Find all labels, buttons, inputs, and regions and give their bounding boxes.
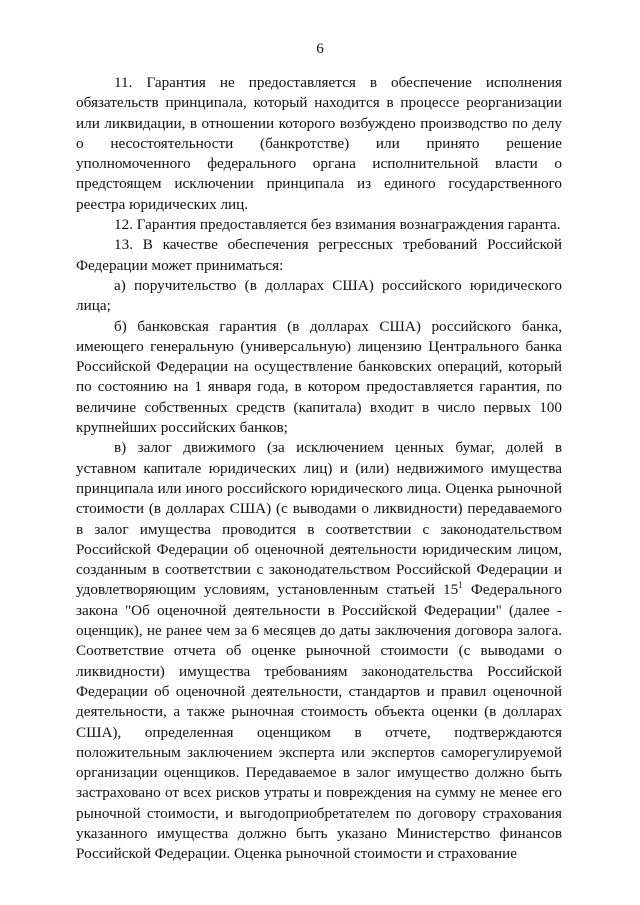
paragraph-12: 12. Гарантия предоставляется без взимания вознаграждения гаранта. — [114, 216, 561, 234]
document-body — [76, 73, 562, 865]
item-v-text-end: Федерального закона "Об оценочной деятельности в Российской Федерации" (далее - оценщик), не ранее чем за 6 месяцев до даты заключения договора залога. Соответствие отчета об оценке рыночной стоимости (с выводами о ликвидности) имущества требованиям законодательства Российской Федерации об оценочной деятельности, стандартов и правил оценочной деятельности, а также рыночная стоимость объекта оценки (в долларах США), определенная оценщиком в отчете, подтверждаются положительным заключением эксперта или экспертов саморегулируемой организации оценщиков. Передаваемое в залог имущество должно быть застраховано от всех рисков утраты и повреждения на сумму не менее его рыночной стоимости, и выгодоприобретателем по договору страхования указанного имущества должно быть указано Министерство финансов Российской Федерации. Оценка рыночной стоимости и страхование — [76, 581, 562, 863]
page-number: 6 — [316, 41, 324, 57]
item-v — [76, 438, 562, 864]
paragraph-11: 11. Гарантия не предоставляется в обеспечение исполнения обязательств принципала, который находится в процессе реорганизации или ликвидации, в отношении которого возбуждено производство по делу о несостоятельности (банкротстве) или принято решение уполномоченного федерального органа исполнительной власти о предстоящем исключении принципала из единого государственного реестра юридических лиц. — [76, 74, 562, 213]
item-v-text-start: в) залог движимого (за исключением ценных бумаг, долей в уставном капитале юридических лиц) и (или) недвижимого имущества принципала или иного российского юридического лица. Оценка рыночной стоимости (в долларах США) (с выводами о ликвидности) передаваемого в залог имущества проводится в соответствии с законодательством Российской Федерации об оценочной деятельности юридическим лицом, созданным в соответствии с законодательством Российской Федерации и удовлетворяющим условиям, установленным статьей 15 — [76, 439, 562, 599]
footnote-superscript: 1 — [458, 580, 463, 591]
item-b: б) банковская гарантия (в долларах США) российского банка, имеющего генеральную (универсальную) лицензию Центрального банка Российской Федерации на осуществление банковских операций, который по состоянию на 1 января года, в котором предоставляется гарантия, по величине собственных средств (капитала) входит в число первых 100 крупнейших российских банков; — [76, 317, 562, 437]
item-a: а) поручительство (в долларах США) российского юридического лица; — [76, 276, 562, 315]
paragraph-13: 13. В качестве обеспечения регрессных требований Российской Федерации может приниматься: — [76, 236, 562, 274]
